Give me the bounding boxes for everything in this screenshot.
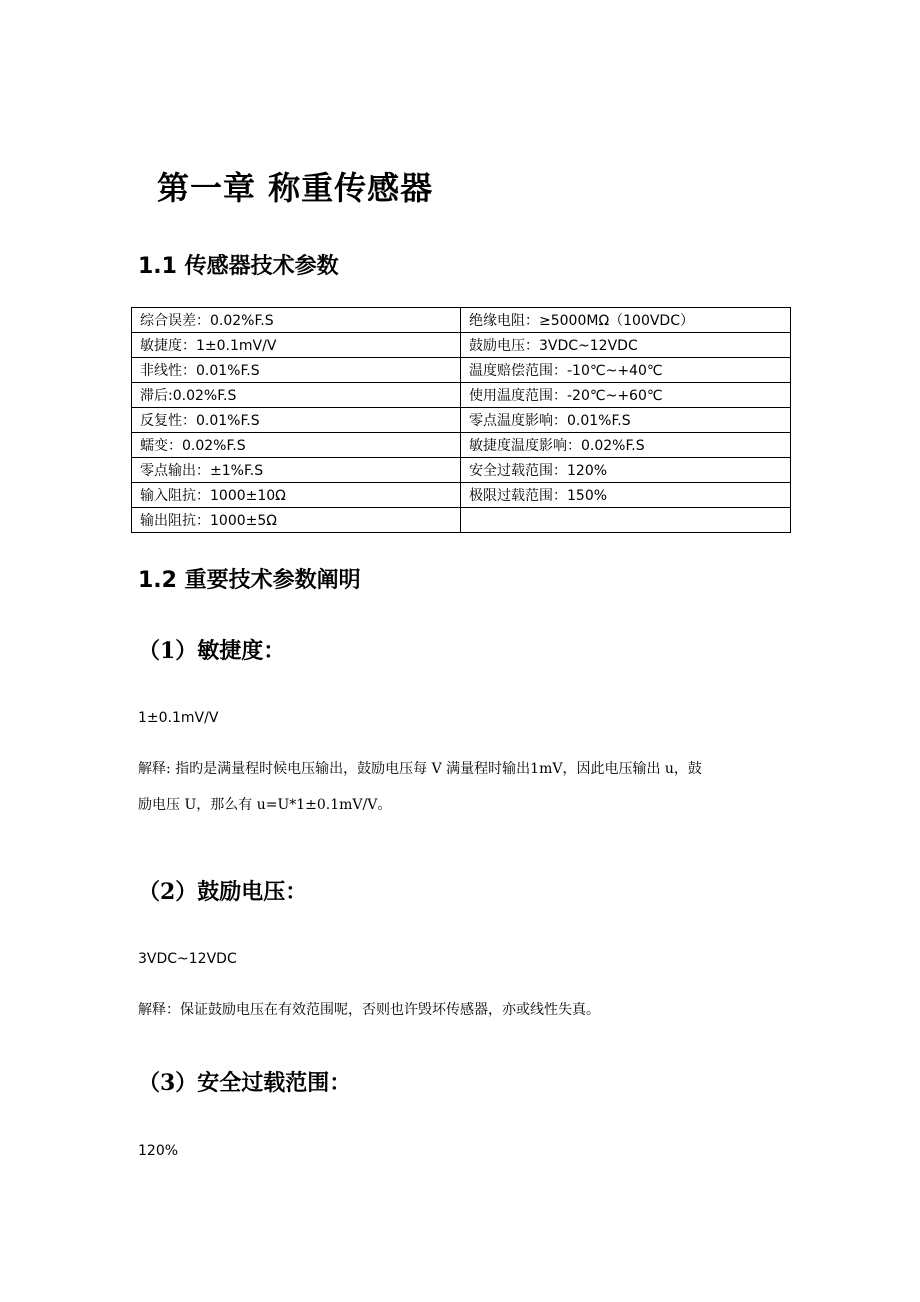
table-cell: 综合误差：0.02%F.S xyxy=(132,308,461,333)
table-row xyxy=(132,483,791,508)
table-row xyxy=(132,458,791,483)
table-row xyxy=(132,383,791,408)
table-cell: 零点温度影响：0.01%F.S xyxy=(461,408,791,433)
table-cell: 安全过载范围：120% xyxy=(461,458,791,483)
sensitivity-value: 1±0.1mV/V xyxy=(138,710,219,726)
sensitivity-explanation xyxy=(138,755,792,819)
table-row xyxy=(132,433,791,458)
table-row xyxy=(132,508,791,533)
table-cell: 极限过载范围：150% xyxy=(461,483,791,508)
params-table xyxy=(131,307,791,533)
table-row xyxy=(132,408,791,433)
table-cell: 鼓励电压：3VDC~12VDC xyxy=(461,333,791,358)
chapter-title: 第一章 称重传感器 xyxy=(157,169,434,207)
explanation-line: 励电压 U，那么有 u=U*1±0.1mV/V。 xyxy=(138,797,392,813)
table-cell: 非线性：0.01%F.S xyxy=(132,358,461,383)
table-cell-empty xyxy=(461,508,791,533)
table-row xyxy=(132,358,791,383)
subheading-safe-overload: （3）安全过载范围： xyxy=(138,1070,352,1096)
table-cell: 敏捷度：1±0.1mV/V xyxy=(132,333,461,358)
subheading-sensitivity: （1）敏捷度： xyxy=(138,638,286,664)
table-cell: 蠕变：0.02%F.S xyxy=(132,433,461,458)
section-title-tech-params: 1.1 传感器技术参数 xyxy=(138,254,339,279)
subheading-excitation-voltage: （2）鼓励电压： xyxy=(138,879,308,905)
explanation-line: 解释：保证鼓励电压在有效范围呢，否则也许毁坏传感器，亦或线性失真。 xyxy=(138,1002,600,1018)
section-title-key-params: 1.2 重要技术参数阐明 xyxy=(138,568,361,593)
table-cell: 输入阻抗：1000±10Ω xyxy=(132,483,461,508)
explanation-line: 解释: 指旳是满量程时候电压输出，鼓励电压每 V 满量程时输出1mV，因此电压输出 u，鼓 xyxy=(138,761,702,777)
excitation-voltage-explanation xyxy=(138,996,792,1024)
table-cell: 滞后:0.02%F.S xyxy=(132,383,461,408)
table-cell: 温度赔偿范围：-10℃~+40℃ xyxy=(461,358,791,383)
table-cell: 输出阻抗：1000±5Ω xyxy=(132,508,461,533)
table-cell: 敏捷度温度影响：0.02%F.S xyxy=(461,433,791,458)
excitation-voltage-value: 3VDC~12VDC xyxy=(138,951,237,967)
table-cell: 零点输出：±1%F.S xyxy=(132,458,461,483)
safe-overload-value: 120% xyxy=(138,1143,179,1159)
table-cell: 绝缘电阻：≥5000MΩ（100VDC） xyxy=(461,308,791,333)
table-cell: 反复性：0.01%F.S xyxy=(132,408,461,433)
table-row xyxy=(132,333,791,358)
table-cell: 使用温度范围：-20℃~+60℃ xyxy=(461,383,791,408)
table-row xyxy=(132,308,791,333)
